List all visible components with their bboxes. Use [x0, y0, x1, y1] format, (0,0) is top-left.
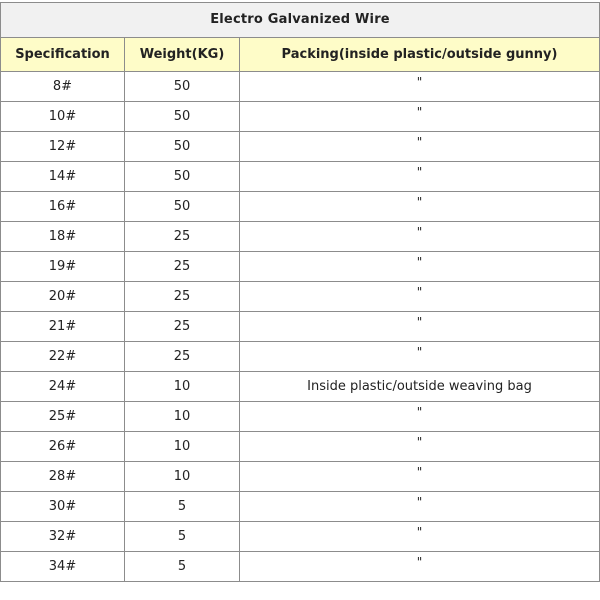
table-row [1, 72, 600, 102]
weight-cell-text: 10 [173, 468, 191, 484]
specification-cell-text: 8# [52, 78, 73, 94]
specification-cell-text: 30# [48, 498, 77, 514]
header-specification: Specification [1, 38, 125, 72]
specification-cell-text: 14# [48, 168, 77, 184]
packing-cell [240, 132, 600, 162]
ditto-mark: " [416, 345, 423, 359]
weight-cell [125, 552, 240, 582]
spec-table-container [0, 2, 599, 582]
ditto-mark: " [416, 105, 423, 119]
specification-cell-text: 18# [48, 228, 77, 244]
packing-cell [240, 492, 600, 522]
weight-cell [125, 492, 240, 522]
ditto-mark: " [416, 195, 423, 209]
weight-cell [125, 72, 240, 102]
table-row [1, 492, 600, 522]
specification-cell [1, 462, 125, 492]
specification-cell [1, 162, 125, 192]
packing-cell [240, 102, 600, 132]
table-row [1, 252, 600, 282]
table-row [1, 462, 600, 492]
weight-cell-text: 5 [177, 558, 187, 574]
weight-cell [125, 312, 240, 342]
weight-cell-text: 25 [173, 318, 191, 334]
specification-cell [1, 102, 125, 132]
electro-galvanized-wire-table [0, 2, 600, 582]
table-row [1, 522, 600, 552]
weight-cell [125, 522, 240, 552]
specification-cell-text: 24# [48, 378, 77, 394]
ditto-mark: " [416, 495, 423, 509]
ditto-mark: " [416, 255, 423, 269]
weight-cell [125, 162, 240, 192]
packing-cell [240, 252, 600, 282]
packing-cell [240, 222, 600, 252]
packing-cell [240, 552, 600, 582]
packing-cell [240, 462, 600, 492]
specification-cell-text: 34# [48, 558, 77, 574]
header-weight: Weight(KG) [125, 38, 240, 72]
table-row [1, 102, 600, 132]
ditto-mark: " [416, 75, 423, 89]
weight-cell-text: 25 [173, 228, 191, 244]
weight-cell [125, 192, 240, 222]
packing-cell [240, 342, 600, 372]
specification-cell [1, 192, 125, 222]
ditto-mark: " [416, 315, 423, 329]
weight-cell-text: 50 [173, 138, 191, 154]
specification-cell-text: 28# [48, 468, 77, 484]
table-row [1, 402, 600, 432]
table-row [1, 312, 600, 342]
table-row [1, 552, 600, 582]
header-packing: Packing(inside plastic/outside gunny) [240, 38, 600, 72]
weight-cell-text: 5 [177, 498, 187, 514]
specification-cell-text: 26# [48, 438, 77, 454]
weight-cell [125, 252, 240, 282]
specification-cell [1, 492, 125, 522]
table-row [1, 342, 600, 372]
specification-cell [1, 252, 125, 282]
packing-cell [240, 192, 600, 222]
weight-cell-text: 25 [173, 288, 191, 304]
ditto-mark: " [416, 525, 423, 539]
weight-cell [125, 462, 240, 492]
specification-cell [1, 282, 125, 312]
weight-cell [125, 372, 240, 402]
weight-cell-text: 50 [173, 108, 191, 124]
specification-cell-text: 22# [48, 348, 77, 364]
packing-cell [240, 72, 600, 102]
specification-cell [1, 132, 125, 162]
packing-cell [240, 432, 600, 462]
specification-cell-text: 19# [48, 258, 77, 274]
table-row [1, 222, 600, 252]
weight-cell-text: 25 [173, 348, 191, 364]
specification-cell [1, 312, 125, 342]
weight-cell [125, 282, 240, 312]
table-body [1, 72, 600, 582]
table-row [1, 192, 600, 222]
packing-cell [240, 312, 600, 342]
weight-cell [125, 102, 240, 132]
specification-cell [1, 402, 125, 432]
weight-cell-text: 50 [173, 168, 191, 184]
specification-cell-text: 32# [48, 528, 77, 544]
weight-cell-text: 10 [173, 378, 191, 394]
ditto-mark: " [416, 285, 423, 299]
specification-cell [1, 72, 125, 102]
specification-cell [1, 342, 125, 372]
table-row [1, 282, 600, 312]
ditto-mark: " [416, 555, 423, 569]
weight-cell-text: 25 [173, 258, 191, 274]
weight-cell [125, 132, 240, 162]
specification-cell-text: 10# [48, 108, 77, 124]
ditto-mark: " [416, 435, 423, 449]
weight-cell-text: 50 [173, 198, 191, 214]
packing-cell [240, 372, 600, 402]
table-row [1, 372, 600, 402]
specification-cell-text: 16# [48, 198, 77, 214]
specification-cell [1, 372, 125, 402]
weight-cell-text: 10 [173, 408, 191, 424]
specification-cell-text: 12# [48, 138, 77, 154]
weight-cell-text: 5 [177, 528, 187, 544]
specification-cell-text: 21# [48, 318, 77, 334]
ditto-mark: " [416, 405, 423, 419]
ditto-mark: " [416, 135, 423, 149]
specification-cell [1, 222, 125, 252]
table-row [1, 432, 600, 462]
ditto-mark: " [416, 165, 423, 179]
specification-cell [1, 432, 125, 462]
ditto-mark: " [416, 465, 423, 479]
packing-cell [240, 402, 600, 432]
table-row [1, 132, 600, 162]
weight-cell-text: 50 [173, 78, 191, 94]
packing-cell [240, 282, 600, 312]
packing-cell-text: Inside plastic/outside weaving bag [307, 378, 532, 394]
weight-cell-text: 10 [173, 438, 191, 454]
weight-cell [125, 432, 240, 462]
specification-cell-text: 25# [48, 408, 77, 424]
weight-cell [125, 342, 240, 372]
table-title: Electro Galvanized Wire [1, 3, 600, 38]
weight-cell [125, 402, 240, 432]
weight-cell [125, 222, 240, 252]
table-row [1, 162, 600, 192]
packing-cell [240, 162, 600, 192]
ditto-mark: " [416, 225, 423, 239]
specification-cell [1, 522, 125, 552]
specification-cell [1, 552, 125, 582]
specification-cell-text: 20# [48, 288, 77, 304]
packing-cell [240, 522, 600, 552]
